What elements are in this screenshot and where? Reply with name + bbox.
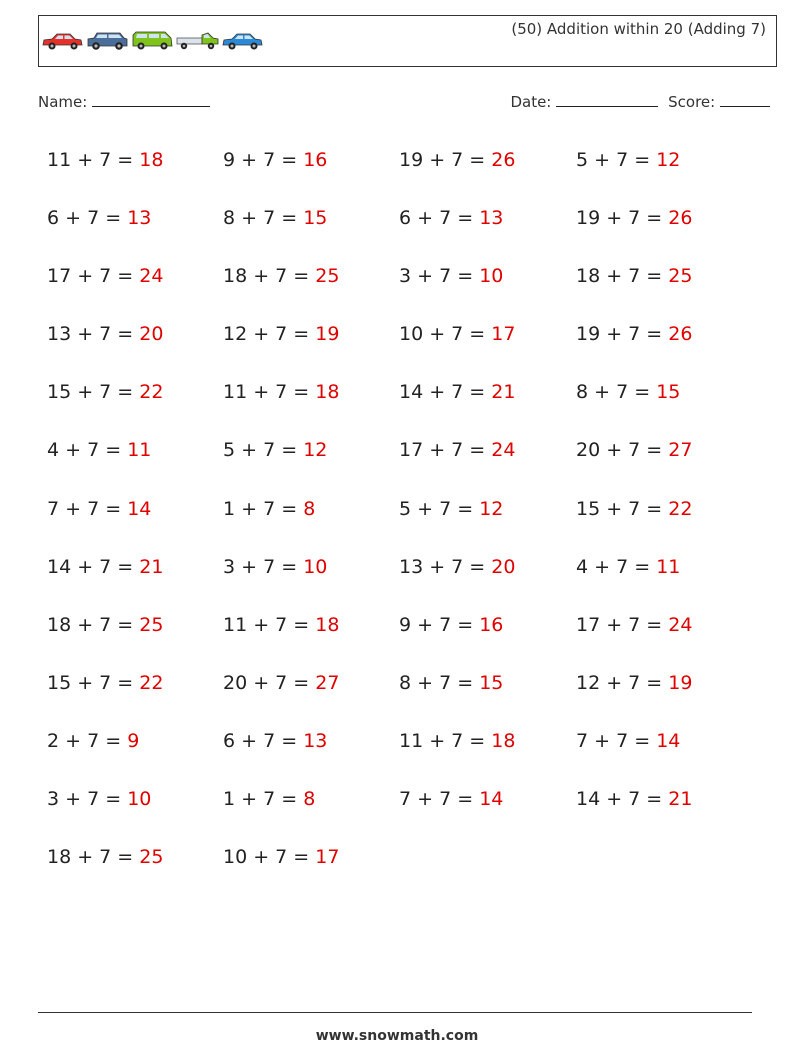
problem-answer: 16 (479, 613, 504, 636)
problem-item (576, 611, 753, 669)
problem-question: 8 + 7 = (223, 207, 304, 230)
problem-question: 5 + 7 = (576, 149, 657, 171)
problem-question: 10 + 7 = (223, 846, 316, 869)
problem-item (576, 262, 753, 320)
blue-car-icon (221, 31, 264, 51)
problem-question: 7 + 7 = (47, 497, 128, 520)
problem-answer: 9 (127, 729, 140, 752)
problem-answer: 12 (303, 439, 328, 462)
problem-answer: 22 (668, 497, 693, 520)
problem-item (47, 146, 223, 204)
problem-answer: 26 (491, 149, 516, 171)
problem-item (223, 611, 399, 669)
problem-question: 12 + 7 = (576, 671, 669, 694)
problem-question: 20 + 7 = (576, 439, 669, 462)
score-blank-line[interactable] (720, 92, 770, 107)
problem-question: 18 + 7 = (576, 265, 669, 288)
problem-question: 7 + 7 = (576, 729, 657, 752)
problem-grid (47, 146, 767, 886)
problem-question: 6 + 7 = (223, 729, 304, 752)
problem-item (399, 611, 576, 669)
problem-answer: 10 (479, 265, 504, 288)
problem-answer: 24 (139, 265, 164, 288)
footer-divider (38, 1012, 752, 1013)
problem-item (399, 262, 576, 320)
problem-answer: 13 (127, 207, 152, 230)
problem-answer: 21 (491, 381, 516, 404)
problem-question: 6 + 7 = (47, 207, 128, 230)
problem-question: 2 + 7 = (47, 729, 128, 752)
problem-question: 10 + 7 = (399, 323, 492, 346)
problem-item (399, 378, 576, 436)
problem-item (47, 785, 223, 843)
problem-answer: 20 (139, 323, 164, 346)
problem-item (47, 495, 223, 553)
problem-question: 19 + 7 = (576, 207, 669, 230)
problem-answer: 15 (656, 381, 681, 404)
problem-question: 14 + 7 = (47, 555, 140, 578)
problem-answer: 19 (315, 323, 340, 346)
problem-item (223, 785, 399, 843)
problem-question: 11 + 7 = (223, 381, 316, 404)
problem-answer: 10 (127, 788, 152, 811)
problem-item (576, 436, 753, 494)
problem-answer: 27 (668, 439, 693, 462)
problem-item (399, 669, 576, 727)
green-van-icon (131, 31, 174, 51)
problem-answer: 13 (479, 207, 504, 230)
problem-answer: 19 (668, 671, 693, 694)
pickup-truck-icon (176, 31, 219, 51)
problem-item (47, 727, 223, 785)
problem-question: 15 + 7 = (576, 497, 669, 520)
problem-answer: 24 (491, 439, 516, 462)
problem-question: 11 + 7 = (399, 729, 492, 752)
problem-answer: 18 (139, 149, 164, 171)
problem-question: 9 + 7 = (399, 613, 480, 636)
problem-item (576, 727, 753, 785)
problem-answer: 25 (668, 265, 693, 288)
problem-item (47, 320, 223, 378)
date-score-fields (510, 92, 770, 111)
problem-item (576, 320, 753, 378)
problem-answer: 11 (656, 555, 681, 578)
problem-answer: 15 (303, 207, 328, 230)
problem-item (223, 436, 399, 494)
problem-answer: 18 (315, 381, 340, 404)
problem-answer: 22 (139, 381, 164, 404)
problem-question: 12 + 7 = (223, 323, 316, 346)
problem-item (47, 204, 223, 262)
problem-answer: 25 (139, 846, 164, 869)
problem-item (576, 553, 753, 611)
problem-question: 13 + 7 = (399, 555, 492, 578)
problem-question: 14 + 7 = (399, 381, 492, 404)
problem-answer: 14 (479, 788, 504, 811)
score-label: Score: (668, 93, 716, 111)
problem-question: 5 + 7 = (399, 497, 480, 520)
problem-question: 14 + 7 = (576, 788, 669, 811)
problem-answer: 15 (479, 671, 504, 694)
date-field[interactable] (510, 92, 658, 111)
problem-item (223, 262, 399, 320)
problem-item (47, 262, 223, 320)
problem-item (47, 553, 223, 611)
problem-item (47, 611, 223, 669)
footer-url: www.snowmath.com (315, 1028, 479, 1044)
problem-answer: 14 (127, 497, 152, 520)
problem-question: 11 + 7 = (223, 613, 316, 636)
problem-question: 17 + 7 = (47, 265, 140, 288)
problem-item (399, 727, 576, 785)
problem-question: 20 + 7 = (223, 671, 316, 694)
problem-question: 7 + 7 = (399, 788, 480, 811)
problem-item (399, 436, 576, 494)
problem-answer: 26 (668, 323, 693, 346)
problem-question: 8 + 7 = (576, 381, 657, 404)
worksheet-header (38, 15, 777, 67)
problem-item (223, 146, 399, 204)
problem-answer: 27 (315, 671, 340, 694)
problem-item (576, 669, 753, 727)
date-blank-line[interactable] (556, 92, 658, 107)
problem-answer: 17 (315, 846, 340, 869)
problem-question: 18 + 7 = (47, 846, 140, 869)
problem-answer: 26 (668, 207, 693, 230)
problem-question: 9 + 7 = (223, 149, 304, 171)
problem-item (223, 553, 399, 611)
problem-question: 3 + 7 = (223, 555, 304, 578)
problem-answer: 18 (491, 729, 516, 752)
problem-answer: 13 (303, 729, 328, 752)
car-icons (41, 30, 264, 52)
problem-answer: 22 (139, 671, 164, 694)
score-field[interactable] (668, 92, 770, 111)
problem-answer: 14 (656, 729, 681, 752)
problem-question: 4 + 7 = (47, 439, 128, 462)
problem-answer: 12 (479, 497, 504, 520)
problem-item (399, 495, 576, 553)
problem-item (399, 146, 576, 204)
problem-question: 15 + 7 = (47, 381, 140, 404)
problem-item (223, 320, 399, 378)
problem-item (576, 495, 753, 553)
problem-item (223, 495, 399, 553)
problem-answer: 12 (656, 149, 681, 171)
problem-question: 19 + 7 = (576, 323, 669, 346)
problem-answer: 18 (315, 613, 340, 636)
problem-answer: 10 (303, 555, 328, 578)
problem-answer: 25 (315, 265, 340, 288)
problem-item (47, 378, 223, 436)
problem-item (399, 553, 576, 611)
problem-item (223, 378, 399, 436)
problem-question: 4 + 7 = (576, 555, 657, 578)
worksheet-title: (50) Addition within 20 (Adding 7) (511, 20, 766, 38)
problem-item (47, 436, 223, 494)
problem-item (223, 204, 399, 262)
problem-question: 1 + 7 = (223, 497, 304, 520)
problem-item (399, 320, 576, 378)
problem-item (223, 727, 399, 785)
name-field[interactable] (38, 92, 210, 111)
name-blank-line[interactable] (92, 92, 210, 107)
problem-question: 11 + 7 = (47, 149, 140, 171)
problem-item (47, 843, 223, 901)
problem-question: 18 + 7 = (47, 613, 140, 636)
blue-suv-icon (86, 31, 129, 51)
problem-answer: 8 (303, 497, 316, 520)
problem-answer: 8 (303, 788, 316, 811)
problem-question: 5 + 7 = (223, 439, 304, 462)
problem-question: 18 + 7 = (223, 265, 316, 288)
red-car-icon (41, 31, 84, 51)
problem-question: 17 + 7 = (576, 613, 669, 636)
problem-item (576, 378, 753, 436)
problem-question: 15 + 7 = (47, 671, 140, 694)
problem-answer: 25 (139, 613, 164, 636)
problem-answer: 21 (139, 555, 164, 578)
problem-answer: 21 (668, 788, 693, 811)
name-label: Name: (38, 93, 88, 111)
problem-answer: 11 (127, 439, 152, 462)
problem-answer: 24 (668, 613, 693, 636)
problem-item (399, 785, 576, 843)
problem-question: 3 + 7 = (399, 265, 480, 288)
problem-question: 19 + 7 = (399, 149, 492, 171)
problem-item (576, 146, 753, 204)
problem-item (399, 204, 576, 262)
problem-answer: 20 (491, 555, 516, 578)
problem-question: 8 + 7 = (399, 671, 480, 694)
date-label: Date: (510, 93, 552, 111)
problem-question: 1 + 7 = (223, 788, 304, 811)
problem-item (223, 669, 399, 727)
problem-item (576, 204, 753, 262)
problem-question: 3 + 7 = (47, 788, 128, 811)
problem-item (47, 669, 223, 727)
problem-question: 13 + 7 = (47, 323, 140, 346)
problem-answer: 16 (303, 149, 328, 171)
problem-question: 17 + 7 = (399, 439, 492, 462)
problem-question: 6 + 7 = (399, 207, 480, 230)
problem-item (223, 843, 399, 901)
problem-answer: 17 (491, 323, 516, 346)
problem-item (576, 785, 753, 843)
